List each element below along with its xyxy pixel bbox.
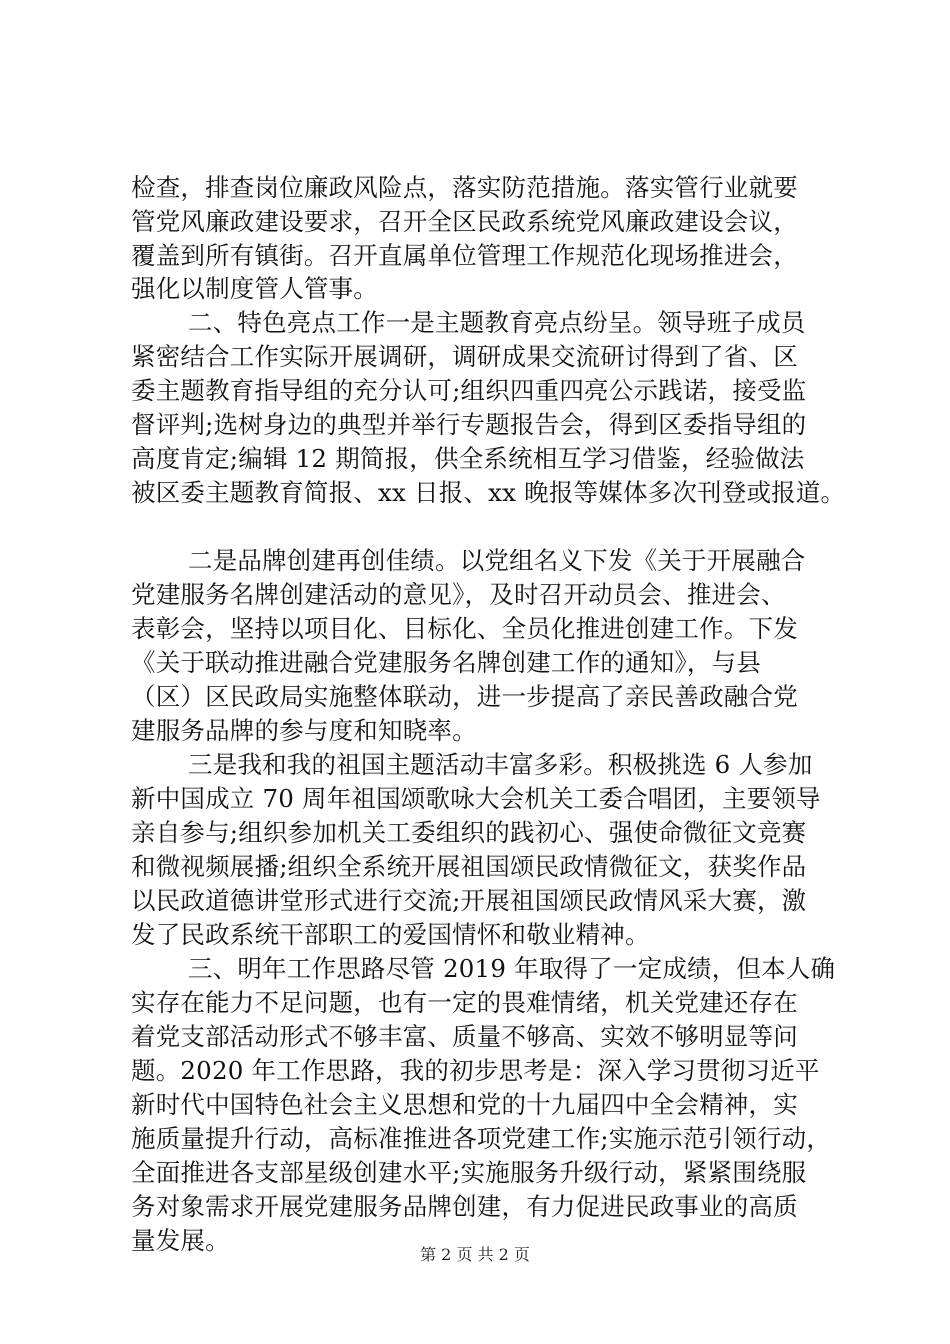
- text-line: 以民政道德讲堂形式进行交流;开展祖国颂民政情风采大赛，激: [131, 886, 807, 915]
- text-line: 高度肯定;编辑 12 期简报，供全系统相互学习借鉴，经验做法: [131, 444, 805, 473]
- text-line: 检查，排查岗位廉政风险点，落实防范措施。落实管行业就要: [131, 173, 798, 202]
- text-line: 题。2020 年工作思路，我的初步思考是：深入学习贯彻习近平: [131, 1056, 820, 1085]
- text-line: 量发展。: [131, 1226, 230, 1255]
- text-line: 新中国成立 70 周年祖国颂歌咏大会机关工委合唱团，主要领导: [131, 784, 821, 813]
- page-number-footer: 第 2 页 共 2 页: [420, 1245, 530, 1264]
- text-line: 被区委主题教育简报、xx 日报、xx 晚报等媒体多次刊登或报道。: [131, 478, 846, 507]
- text-line: 表彰会，坚持以项目化、目标化、全员化推进创建工作。下发: [131, 614, 798, 643]
- paragraph-start: 三是我和我的祖国主题活动丰富多彩。积极挑选 6 人参加: [188, 750, 813, 779]
- paragraph-start: 二是品牌创建再创佳绩。以党组名义下发《关于开展融合: [188, 546, 806, 575]
- text-line: 发了民政系统干部职工的爱国情怀和敬业精神。: [131, 920, 650, 949]
- text-line: 督评判;选树身边的典型并举行专题报告会，得到区委指导组的: [131, 410, 807, 439]
- text-line: 强化以制度管人管事。: [131, 274, 378, 303]
- text-line: 《关于联动推进融合党建服务名牌创建工作的通知》，与县: [131, 648, 761, 677]
- text-line: （区）区民政局实施整体联动，进一步提高了亲民善政融合党: [131, 682, 798, 711]
- text-line: 新时代中国特色社会主义思想和党的十九届四中全会精神，实: [131, 1090, 798, 1119]
- text-line: 管党风廉政建设要求，召开全区民政系统党风廉政建设会议，: [131, 207, 798, 236]
- text-line: 覆盖到所有镇街。召开直属单位管理工作规范化现场推进会，: [131, 241, 798, 270]
- text-line: 施质量提升行动，高标准推进各项党建工作;实施示范引领行动，: [131, 1124, 832, 1153]
- text-line: 务对象需求开展党建服务品牌创建，有力促进民政事业的高质: [131, 1192, 798, 1221]
- text-line: 实存在能力不足问题，也有一定的畏难情绪，机关党建还存在: [131, 988, 798, 1017]
- text-line: 紧密结合工作实际开展调研，调研成果交流研讨得到了省、区: [131, 342, 798, 371]
- text-line: 亲自参与;组织参加机关工委组织的践初心、强使命微征文竞赛: [131, 818, 807, 847]
- text-line: 全面推进各支部星级创建水平;实施服务升级行动，紧紧围绕服: [131, 1158, 807, 1187]
- text-line: 着党支部活动形式不够丰富、质量不够高、实效不够明显等问: [131, 1022, 798, 1051]
- text-line: 党建服务名牌创建活动的意见》，及时召开动员会、推进会、: [131, 580, 786, 609]
- text-line: 建服务品牌的参与度和知晓率。: [131, 716, 477, 745]
- section-heading-highlights: 二、特色亮点工作一是主题教育亮点纷呈。领导班子成员: [188, 308, 806, 337]
- section-heading-next-year: 三、明年工作思路尽管 2019 年取得了一定成绩，但本人确: [188, 954, 836, 983]
- text-line: 和微视频展播;组织全系统开展祖国颂民政情微征文，获奖作品: [131, 852, 807, 881]
- text-line: 委主题教育指导组的充分认可;组织四重四亮公示践诺，接受监: [131, 376, 807, 405]
